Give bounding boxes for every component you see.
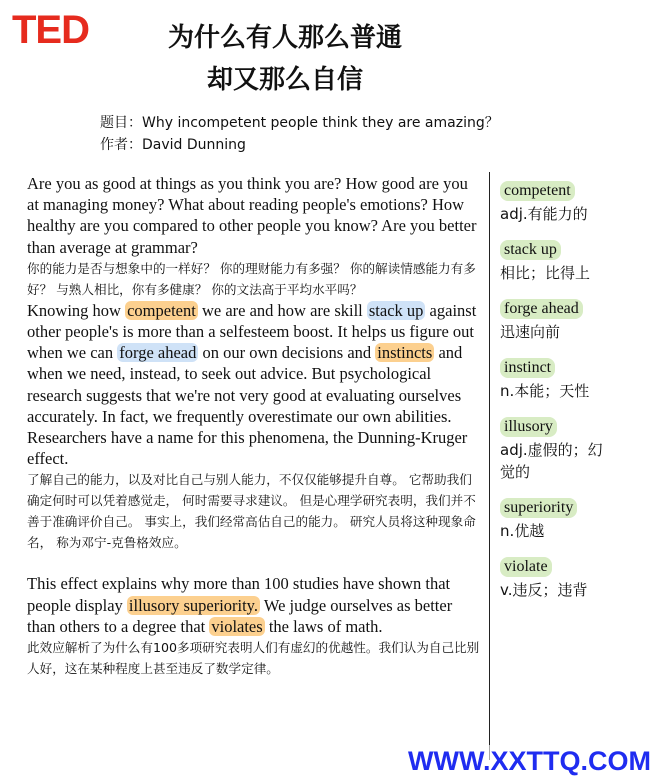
highlight-forge-ahead: forge ahead: [119, 343, 197, 363]
vocab-definition: v.违反；违背: [500, 581, 588, 599]
highlight-competent: competent: [127, 300, 196, 320]
text-segment: we are and how are skill: [197, 300, 367, 320]
vocab-entry: [500, 239, 604, 284]
vocab-entry: [500, 416, 604, 483]
vocab-word: violate: [500, 557, 552, 577]
vocab-definition: adj.有能力的: [500, 205, 588, 223]
site-watermark: WWW.XXTTQ.COM: [408, 746, 651, 776]
vocab-definition: 迅速向前: [500, 323, 561, 341]
paragraph-1-chinese: 你的能力是否与想象中的一样好？ 你的理财能力有多强？ 你的解读情感能力有多好？ 与熟人相比，你有多健康？ 你的文法高于平均水平吗？: [27, 260, 476, 297]
vocab-definition: 相比；比得上: [500, 264, 591, 282]
vocab-entry: [500, 556, 604, 601]
vocab-word: competent: [500, 181, 575, 201]
vocab-entry: [500, 180, 604, 225]
vocab-entry: [500, 357, 604, 402]
text-segment: Knowing how: [27, 300, 126, 320]
text-segment: against other people's is more than a selfesteem boost. It helps us figure out when we can: [27, 300, 477, 363]
vocab-definition: adj.虚假的；幻觉的: [500, 441, 603, 481]
text-segment: This effect explains why more than 100 studies have shown that people display: [27, 574, 451, 615]
talk-author: 作者：David Dunning: [100, 137, 246, 153]
text-segment: and when we need, instead, to seek out advice. But psychological research suggests that we're not very good at evaluating ourselves accurately. In fact, we frequently overestimate our own abilities. Researchers have a name for this phenomena, the Dunning-Kruger effect.: [27, 343, 468, 469]
paragraph-1-english: Are you as good at things as you think you are? How good are you at managing money? What about reading people's emotions? How healthy are you compared to other people you know? Are you better than average at grammar?: [27, 174, 477, 257]
highlight-illusory-superiority: illusory superiority.: [128, 595, 258, 615]
vocab-word: illusory: [500, 417, 557, 437]
paragraph-2-english: [27, 300, 482, 470]
vocab-word: stack up: [500, 240, 561, 260]
column-divider: [489, 172, 490, 760]
text-segment: on our own decisions and: [198, 343, 376, 363]
text-segment: the laws of math.: [264, 616, 383, 636]
vocab-definition: n.本能；天性: [500, 382, 590, 400]
vocab-word: superiority: [500, 498, 577, 518]
paragraph-3-chinese: 此效应解析了为什么有100多项研究表明人们有虚幻的优越性。我们认为自己比别人好，这在某种程度上甚至违反了数学定律。: [27, 640, 480, 677]
vocabulary-sidebar: [500, 180, 604, 615]
ted-logo: TED: [12, 8, 89, 52]
highlight-stack-up: stack up: [368, 300, 424, 320]
vocab-word: forge ahead: [500, 299, 583, 319]
vocab-entry: [500, 298, 604, 343]
paragraph-spacer: [27, 553, 482, 573]
vocab-entry: [500, 497, 604, 542]
page-title-line-1: 为什么有人那么普通: [167, 23, 402, 53]
talk-topic: 题目：Why incompetent people think they are amazing？: [100, 115, 499, 131]
vocab-word: instinct: [500, 358, 555, 378]
paragraph-2-chinese: 了解自己的能力，以及对比自己与别人能力，不仅仅能够提升自尊。 它帮助我们确定何时可以凭着感觉走， 何时需要寻求建议。 但是心理学研究表明，我们并不善于准确评价自己。 事实上，我们经常高估自己的能力。 研究人员将这种现象命名， 称为邓宁-克鲁格效应。: [27, 472, 476, 551]
article-body: [27, 173, 482, 679]
vocab-definition: n.优越: [500, 522, 545, 540]
text-segment: We judge ourselves as better than others to a degree that: [27, 595, 453, 636]
highlight-instincts: instincts: [377, 343, 433, 363]
highlight-violates: violates: [211, 616, 263, 636]
page-title-line-2: 却又那么自信: [206, 65, 363, 95]
paragraph-3-english: [27, 573, 482, 637]
